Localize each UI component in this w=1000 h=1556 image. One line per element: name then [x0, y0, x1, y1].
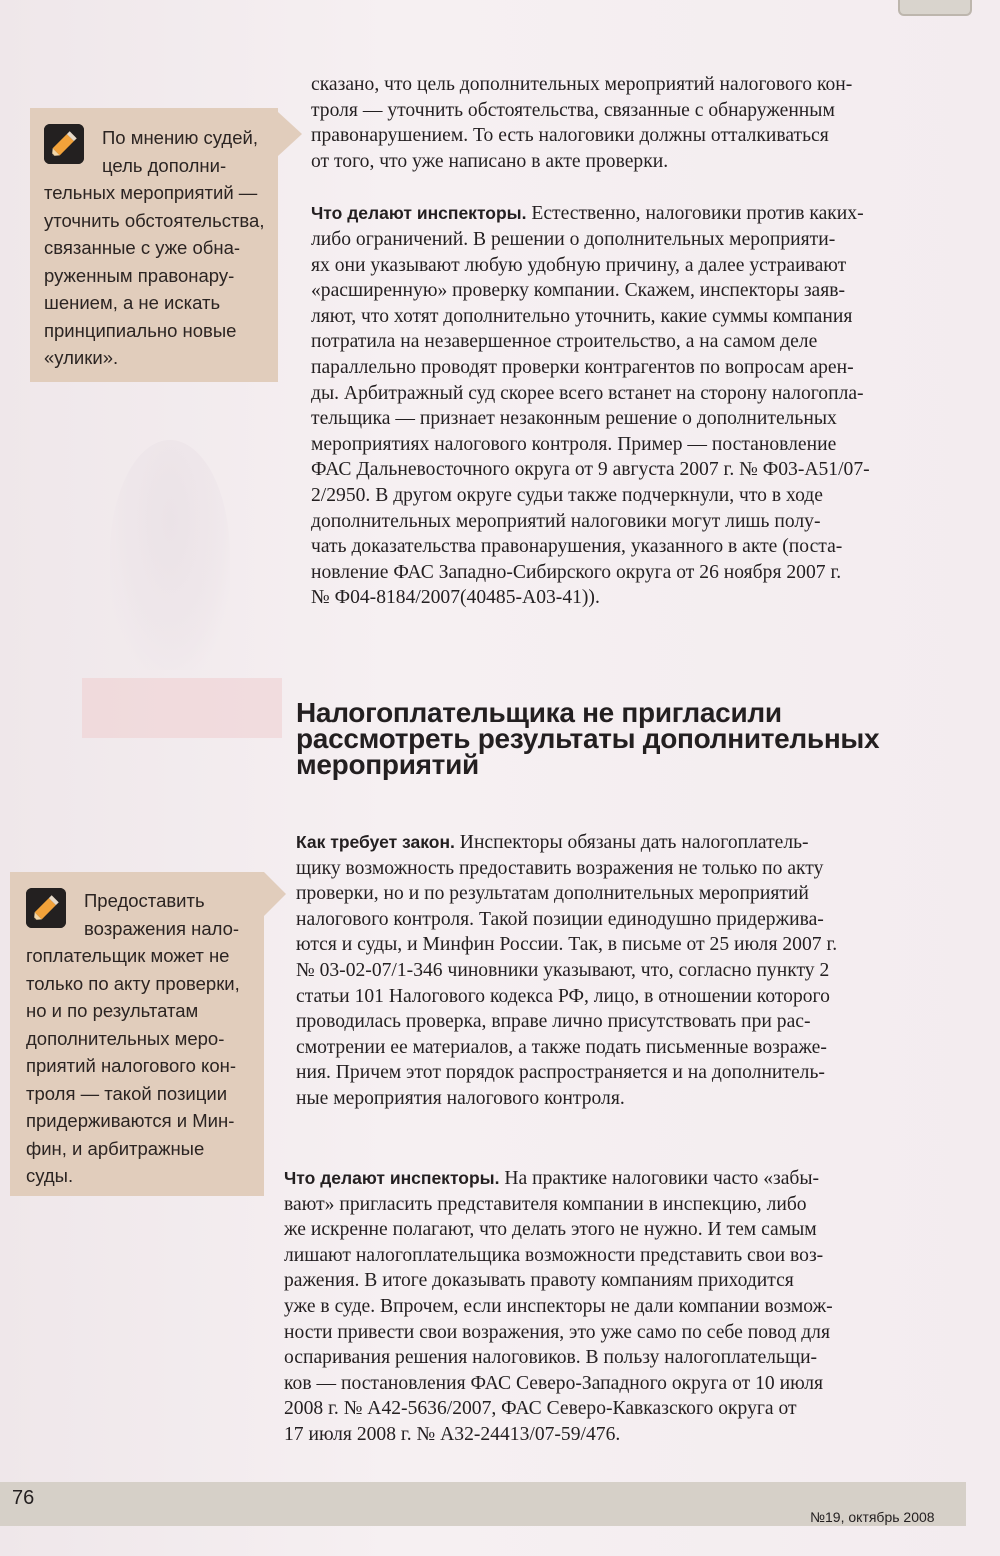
text-line: № Ф04-8184/2007(40485-А03-41)).: [311, 587, 600, 609]
pencil-icon: [26, 888, 66, 928]
heading-line: рассмотреть результаты дополнительных: [296, 723, 880, 754]
section-heading: [296, 697, 880, 780]
paragraph-lead: Что делают инспекторы.: [284, 1168, 500, 1188]
text-line: щику возможность предоставить возражения не только по акту: [296, 857, 824, 879]
text-line: 2/2950. В другом округе судьи также подчеркнули, что в ходе: [311, 484, 823, 506]
article-bottom: [296, 830, 837, 1112]
quote-line: возражения нало-: [84, 917, 240, 939]
quote-line: гоплательщик может не: [26, 945, 230, 966]
show-through-block: [82, 678, 282, 738]
text-line: ды. Арбитражный суд скорее всего встанет на сторону налогопла-: [311, 382, 864, 404]
sidebar-quote-2: [10, 872, 264, 1196]
text-line: тельщика — признает незаконным решение о дополнительных: [311, 408, 837, 430]
text-line: правонарушением. То есть налоговики должны отталкиваться: [311, 125, 829, 147]
text-line: статьи 101 Налогового кодекса РФ, лицо, в отношении которого: [296, 985, 830, 1007]
paragraph-lead: Что делают инспекторы.: [311, 203, 527, 224]
quote-line: придерживаются и Мин-: [26, 1110, 235, 1131]
text-line: чать доказательства правонарушения, указанного в акте (поста-: [311, 536, 843, 558]
article-bottom-2: [284, 1166, 833, 1448]
quote-line: суды.: [26, 1165, 74, 1186]
text-line: «расширенную» проверку компании. Скажем, инспекторы заяв-: [311, 280, 846, 302]
text-line: ражения. В итоге доказывать правоту компаниям приходится: [284, 1270, 794, 1292]
quote-line: связанные с уже обна-: [44, 237, 241, 258]
article-top: [311, 72, 870, 611]
quote-line: приятий налогового кон-: [26, 1055, 237, 1076]
quote-line: Предоставить: [84, 890, 205, 911]
text-line: ются и суды, и Минфин России. Так, в письме от 25 июля 2007 г.: [296, 934, 838, 956]
quote-line: только по акту проверки,: [26, 972, 240, 994]
text-line: Инспекторы обязаны дать налогоплатель-: [454, 832, 809, 853]
paragraph-lead-line: [284, 1166, 833, 1192]
quote-pointer: [278, 112, 302, 156]
quote-line: дополнительных меро-: [26, 1027, 225, 1049]
quote-line: руженным правонару-: [44, 264, 235, 286]
heading-line: Налогоплательщика не пригласили: [296, 697, 782, 728]
text-line: проверки, но и по результатам дополнительных мероприятий: [296, 883, 809, 905]
text-line: лишают налогоплательщика возможности представить свои воз-: [284, 1244, 824, 1266]
text-line: ФАС Дальневосточного округа от 9 августа 2007 г. № Ф03-А51/07-: [311, 459, 870, 481]
paragraph-lead-line: [311, 201, 870, 227]
text-line: № 03-02-07/1-346 чиновники указывают, что, согласно пункту 2: [296, 959, 830, 981]
text-line: новление ФАС Западно-Сибирского округа от 26 ноября 2007 г.: [311, 561, 842, 583]
quote-line: троля — такой позиции: [26, 1082, 228, 1104]
page-number: 76: [12, 1487, 35, 1509]
text-line: дополнительных мероприятий налоговики могут лишь полу-: [311, 510, 821, 532]
quote-line: но и по результатам: [26, 1000, 199, 1021]
text-line: Естественно, налоговики против каких-: [526, 203, 864, 225]
quote-line: По мнению судей,: [102, 127, 258, 148]
text-line: троля — уточнить обстоятельства, связанные с обнаруженным: [311, 99, 835, 121]
quote-line: уточнить обстоятельства,: [44, 209, 265, 231]
text-line: ности привести свои возражения, это уже само по себе повод для: [284, 1321, 830, 1343]
issue-label: №19, октябрь 2008: [810, 1509, 935, 1525]
text-line: ные мероприятия налогового контроля.: [296, 1087, 625, 1109]
text-line: ния. Причем этот порядок распространяется и на дополнитель-: [296, 1062, 825, 1084]
text-line: 2008 г. № А42-5636/2007, ФАС Северо-Кавказского округа от: [284, 1398, 797, 1420]
quote-line: «улики».: [44, 347, 119, 368]
text-line: же искренне полагают, что делать этого не нужно. И тем самым: [284, 1219, 817, 1241]
text-line: либо ограничений. В решении о дополнительных мероприяти-: [311, 228, 836, 250]
text-line: вают» пригласить представителя компании в инспекцию, либо: [284, 1193, 807, 1215]
text-line: смотрении ее материалов, а также подать письменные возраже-: [296, 1036, 827, 1058]
text-line: мероприятиях налогового контроля. Пример — постановление: [311, 433, 837, 455]
text-line: потратила на незавершенное строительство, а на самом деле: [311, 331, 818, 353]
text-line: ляют, что хотят дополнительно уточнить, какие суммы компания: [311, 305, 853, 327]
sidebar-quote-1: [30, 108, 278, 382]
show-through-photo: [110, 440, 230, 670]
quote-line: тельных мероприятий —: [44, 182, 258, 203]
text-line: оспаривания решения налоговиков. В пользу налогоплательщи-: [284, 1347, 818, 1369]
paragraph-lead: Как требует закон.: [296, 832, 455, 852]
text-line: параллельно проводят проверки контрагентов по вопросам арен-: [311, 356, 854, 378]
text-line: налогового контроля. Такой позиции единодушно придержива-: [296, 908, 824, 930]
text-line: 17 июля 2008 г. № А32-24413/07-59/476.: [284, 1423, 621, 1445]
text-line: от того, что уже написано в акте проверки.: [311, 150, 669, 172]
pencil-icon: [44, 124, 84, 164]
quote-line: принципиально новые: [44, 319, 237, 341]
text-line: ях они указывают любую удобную причину, а далее устраивают: [311, 254, 847, 276]
quote-pointer: [264, 872, 286, 916]
quote-line: фин, и арбитражные: [26, 1137, 205, 1159]
text-line: уже в суде. Впрочем, если инспекторы не дали компании возмож-: [284, 1295, 833, 1317]
heading-line: мероприятий: [296, 749, 479, 780]
text-line: На практике налоговики часто «забы-: [499, 1168, 820, 1189]
text-line: проводилась проверка, вправе лично присутствовать при рас-: [296, 1011, 811, 1033]
corner-tab: [898, 0, 972, 16]
quote-line: цель дополни-: [102, 154, 227, 176]
quote-line: шением, а не искать: [44, 292, 221, 313]
paragraph-lead-line: [296, 830, 837, 856]
text-line: сказано, что цель дополнительных мероприятий налогового кон-: [311, 74, 853, 95]
text-line: ков — постановления ФАС Северо-Западного округа от 10 июля: [284, 1372, 824, 1394]
